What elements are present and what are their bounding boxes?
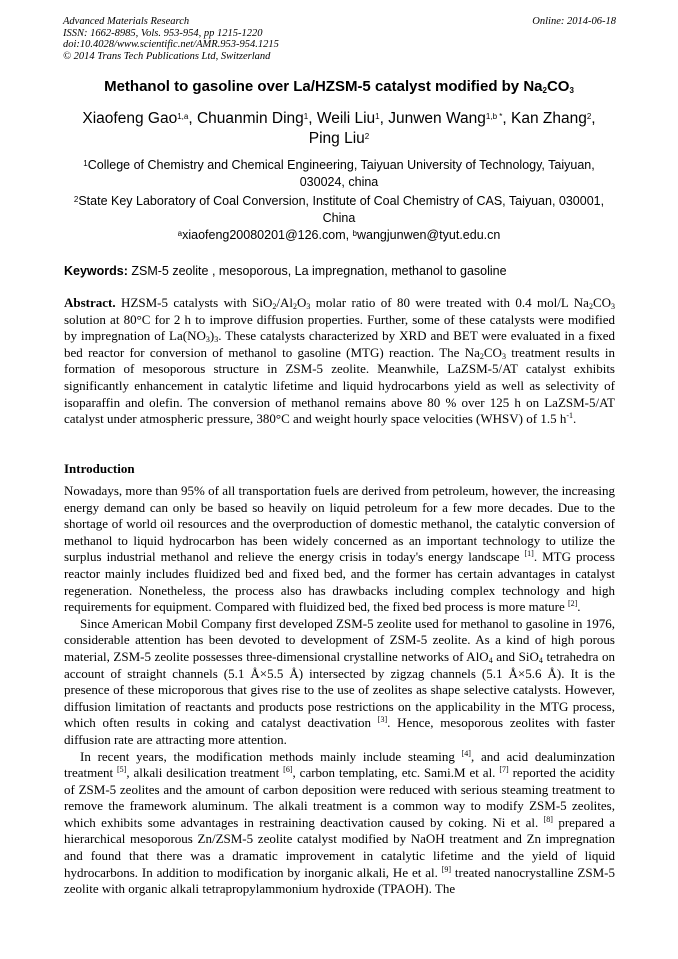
journal-name: Advanced Materials Research — [63, 16, 190, 27]
abstract: Abstract. HZSM-5 catalysts with $SiO_2/Al_2O_3$ molar ratio of 80 were treated with 0.4 mol/L $Na_2CO_3$ solution at 80°C for 2 h to improve diffusion properties. Further, some of these catalysts were modified by impregnation of $La(NO_3)_3$. These catalysts characterized by XRD and BET were evaluated in a fixed bed reactor for conversion of methanol to gasoline (MTG) reaction. The $Na_2CO_3$ treatment results in formation of mesoporous structure in ZSM-5 zeolite. Meanwhile, LaZSM-5/AT catalyst exhibits significantly enhancement in catalytic lifetime and liquid hydrocarbons yield as well as selectivity of isoparaffin and olefin. The conversion of methanol remains above 80 % over 125 h on LaZSM-5/AT catalyst under atmospheric pressure, 380°C and weight hourly space velocities (WHSV) of 1.5 $h^{-1}$. — [64, 295, 616, 427]
author: Ping Liu — [308, 130, 365, 147]
introduction-heading: Introduction — [64, 461, 135, 476]
online-date: Online: 2014-06-18 — [532, 16, 616, 27]
author: Chuanmin Ding — [196, 110, 304, 127]
citation: [5] — [117, 765, 127, 775]
affiliation-1: $^1$College of Chemistry and Chemical Engineering, Taiyuan University of Technology, Taiyuan, 030024, china — [83, 158, 595, 189]
citation: [1] — [524, 549, 534, 559]
author: Weili Liu — [316, 110, 376, 127]
citation: [4] — [461, 748, 471, 758]
author: Junwen Wang — [388, 110, 486, 127]
author-list: Xiaofeng Gao$^{1,a}$, Chuanmin Ding$^1$, Weili Liu$^1$, Junwen Wang$^{1,b *}$, Kan Zhang$^2$, Ping Liu$^2$ — [82, 110, 596, 147]
author-emails: $^a$xiaofeng20080201@126.com, $^b$wangjunwen@tyut.edu.cn — [177, 228, 501, 242]
citation: [9] — [441, 864, 452, 874]
citation: [6] — [283, 765, 293, 775]
copyright-line: © 2014 Trans Tech Publications Ltd, Switzerland — [63, 50, 271, 62]
author: Kan Zhang — [510, 110, 587, 127]
citation: [7] — [499, 765, 509, 775]
abstract-label: Abstract. — [64, 295, 116, 310]
affiliation-2: $^2$State Key Laboratory of Coal Conversion, Institute of Coal Chemistry of CAS, Taiyuan, 030001, China — [73, 194, 605, 225]
citation: [2] — [567, 599, 578, 609]
introduction-body — [64, 483, 615, 898]
issn-line: ISSN: 1662-8985, Vols. 953-954, pp 1215-1220 — [63, 27, 263, 39]
keywords: Keywords: ZSM-5 zeolite , mesoporous, La impregnation, methanol to gasoline — [64, 264, 507, 278]
citation: [8] — [543, 814, 553, 824]
author: Xiaofeng Gao — [82, 110, 178, 127]
doi-line: doi:10.4028/www.scientific.net/AMR.953-954.1215 — [63, 39, 279, 50]
citation: [3] — [377, 715, 388, 725]
paragraph: Nowadays, more than 95% of all transportation fuels are derived from petroleum, however, the increasing energy demand can only be based so heavily on liquid petroleum for a few more decades. Due to the shortage of world oil resources and the overproduction of domestic methanol, the catalytic conversion of methanol to liquid hydrocarbon has been widely concerned as an important technology to utilize the surplus industrial methanol and relieve the energy crisis in today's energy landscape [1]. MTG process reactor mainly includes fluidized bed and fixed bed, and the former has certain advantages in catalyst regeneration. Nonetheless, the process also has drawbacks including complex technology and high requirements for equipment. Compared with fluidized bed, the fixed bed process is more mature [2]. — [64, 483, 615, 615]
email-b: wangjunwen@tyut.edu.cn — [357, 228, 501, 242]
email-a: xiaofeng20080201@126.com, — [182, 228, 353, 242]
paragraph: In recent years, the modification methods mainly include steaming [4], and acid dealuminzation treatment [5], alkali desilication treatment [6], carbon templating, etc. Sami.M et al. [7] reported the acidity of ZSM-5 zeolites and the amount of carbon deposition were reduced with serious steaming treatment to remove the framework aluminum. The alkali treatment is a common way to modify ZSM-5 zeolites, which exhibits some advantages in restraining deactivation caused by coking. Ni et al. [8] prepared a hierarchical mesoporous Zn/ZSM-5 zeolite catalyst modified by NaOH treatment and Zn impregnation and found that there was a dramatic improvement in catalytic lifetime and the yield of liquid hydrocarbons. In addition to modification by inorganic alkali, He et al. [9] treated nanocrystalline ZSM-5 zeolite with organic alkali tetrapropylammonium hydroxide (TPAOH). The — [64, 748, 616, 897]
paper-title: Methanol to gasoline over La/HZSM-5 catalyst modified by $Na_2CO_3$ — [104, 78, 574, 95]
paragraph: Since American Mobil Company first developed ZSM-5 zeolite used for methanol to gasoline in 1976, considerable attention has been devoted to development of ZSM-5 zeolite. As a kind of high porous material, ZSM-5 zeolite possesses three-dimensional crystalline networks of AlO$_4$ and SiO$_4$ tetrahedra on account of straight channels (5.1 Å×5.5 Å) intersected by zigzag channels (5.1 Å×5.6 Å). It is the presence of these microporous that gives rise to the use of zeolites as shape selective catalysts. However, diffusion limitation of reactants and products pose restrictions on the applicability in the MTG process, which often results in coking and catalyst deactivation [3]. Hence, mesoporous zeolites with faster diffusion rate are attracting more attention. — [64, 615, 616, 747]
journal-header — [63, 16, 443, 62]
